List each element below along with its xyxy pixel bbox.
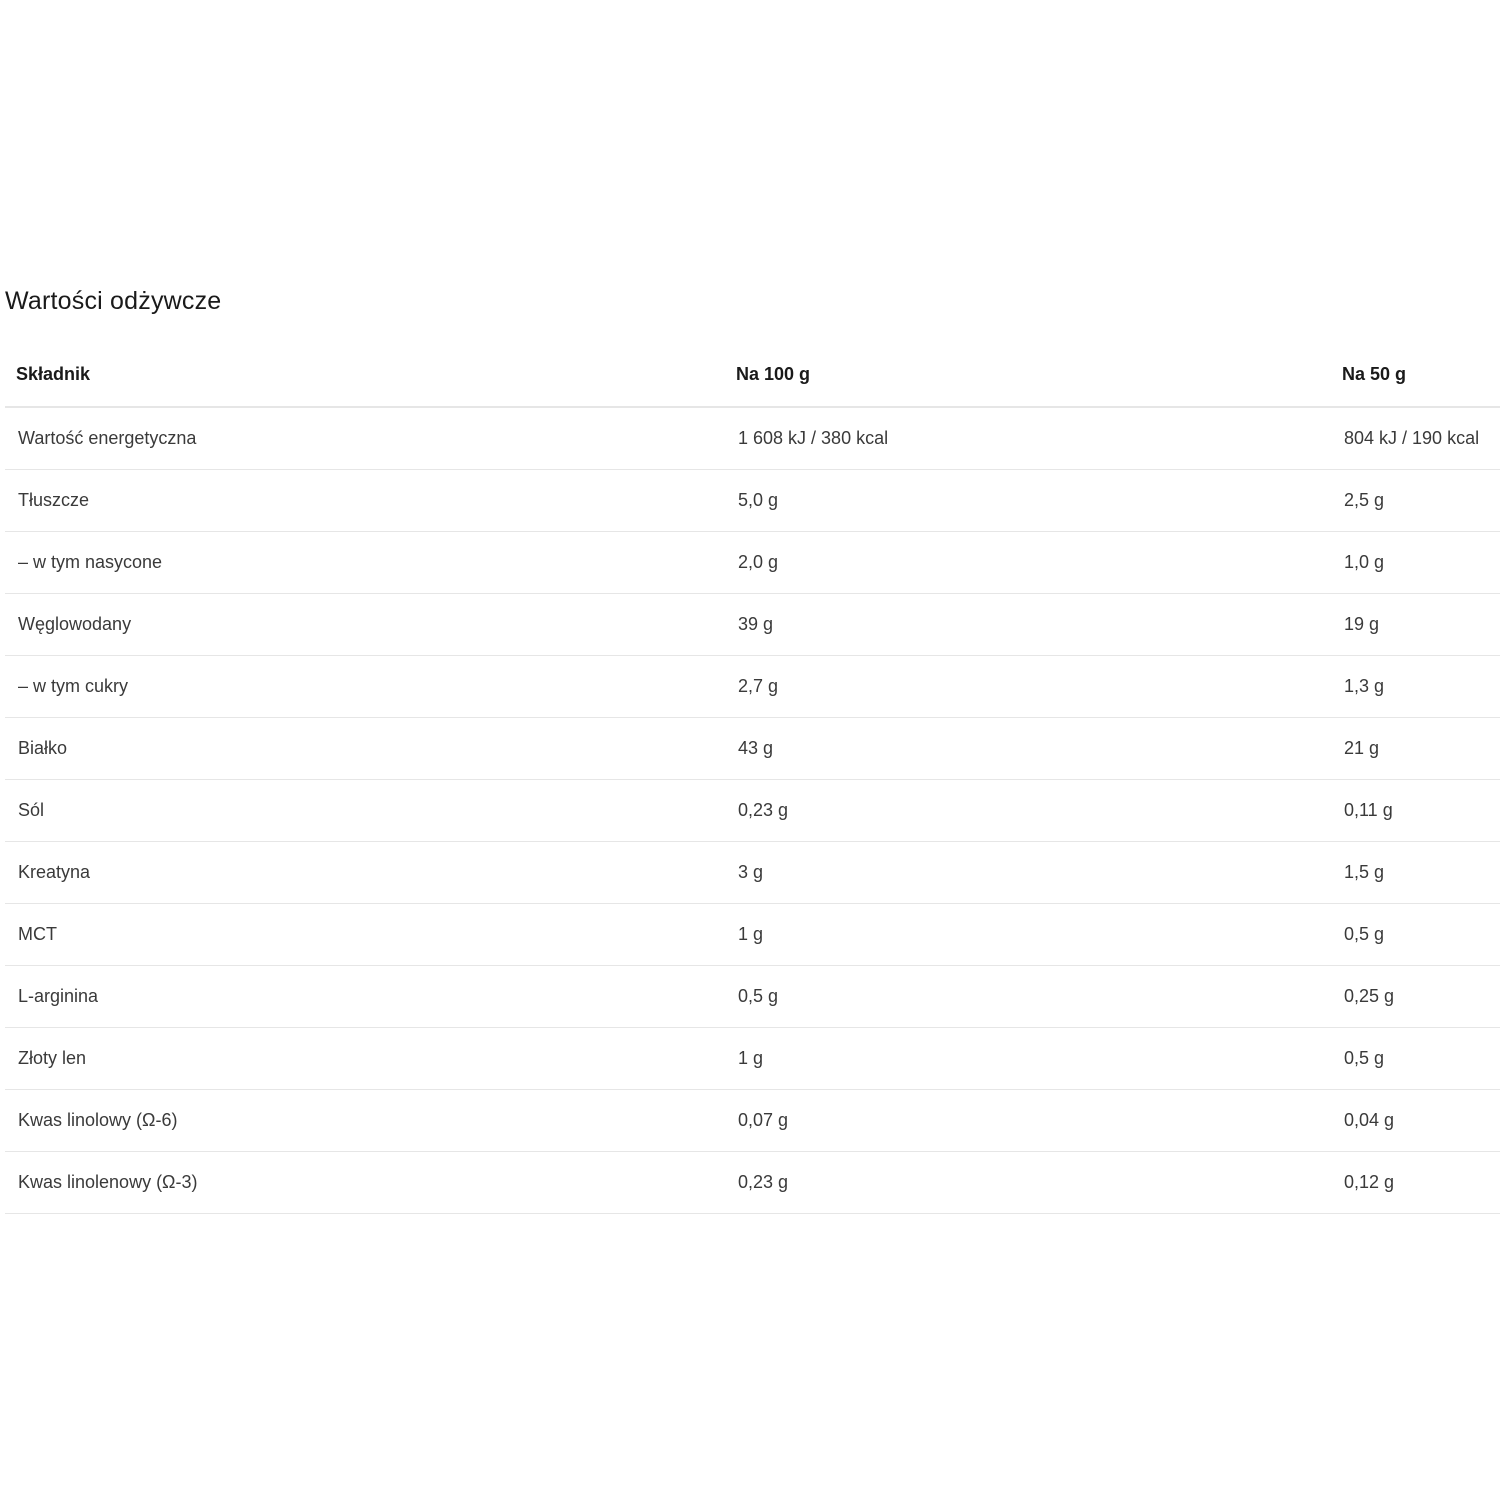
value-per-100g: 5,0 g	[725, 470, 1331, 532]
ingredient-name: Węglowodany	[5, 594, 725, 656]
value-per-50g: 0,11 g	[1331, 780, 1500, 842]
ingredient-name: Sól	[5, 780, 725, 842]
table-row	[5, 594, 1500, 656]
nutrition-table	[5, 343, 1500, 1214]
value-per-100g: 43 g	[725, 718, 1331, 780]
value-per-50g: 1,3 g	[1331, 656, 1500, 718]
value-per-100g: 1 608 kJ / 380 kcal	[725, 407, 1331, 470]
value-per-50g: 1,5 g	[1331, 842, 1500, 904]
value-per-50g: 0,12 g	[1331, 1152, 1500, 1214]
ingredient-name: Białko	[5, 718, 725, 780]
table-row	[5, 1090, 1500, 1152]
ingredient-name: Kreatyna	[5, 842, 725, 904]
value-per-100g: 2,0 g	[725, 532, 1331, 594]
ingredient-name: Tłuszcze	[5, 470, 725, 532]
value-per-100g: 39 g	[725, 594, 1331, 656]
ingredient-name: Złoty len	[5, 1028, 725, 1090]
value-per-50g: 0,25 g	[1331, 966, 1500, 1028]
table-row	[5, 904, 1500, 966]
nutrition-section	[5, 280, 1500, 1192]
value-per-100g: 0,23 g	[725, 1152, 1331, 1214]
ingredient-name: – w tym cukry	[5, 656, 725, 718]
table-row	[5, 966, 1500, 1028]
value-per-50g: 2,5 g	[1331, 470, 1500, 532]
value-per-100g: 0,5 g	[725, 966, 1331, 1028]
value-per-50g: 0,04 g	[1331, 1090, 1500, 1152]
ingredient-name: L-arginina	[5, 966, 725, 1028]
header-ingredient: Składnik	[5, 343, 725, 407]
value-per-100g: 0,23 g	[725, 780, 1331, 842]
ingredient-name: Kwas linolenowy (Ω-3)	[5, 1152, 725, 1214]
value-per-100g: 2,7 g	[725, 656, 1331, 718]
value-per-100g: 0,07 g	[725, 1090, 1331, 1152]
ingredient-name: Kwas linolowy (Ω-6)	[5, 1090, 725, 1152]
ingredient-name: – w tym nasycone	[5, 532, 725, 594]
table-row	[5, 407, 1500, 470]
value-per-100g: 1 g	[725, 904, 1331, 966]
table-row	[5, 532, 1500, 594]
header-per-50g: Na 50 g	[1331, 343, 1500, 407]
value-per-50g: 19 g	[1331, 594, 1500, 656]
table-header-row	[5, 343, 1500, 407]
table-row	[5, 1152, 1500, 1214]
table-row	[5, 1028, 1500, 1090]
value-per-100g: 1 g	[725, 1028, 1331, 1090]
table-row	[5, 842, 1500, 904]
table-row	[5, 470, 1500, 532]
ingredient-name: Wartość energetyczna	[5, 407, 725, 470]
value-per-50g: 0,5 g	[1331, 904, 1500, 966]
header-per-100g: Na 100 g	[725, 343, 1331, 407]
value-per-100g: 3 g	[725, 842, 1331, 904]
ingredient-name: MCT	[5, 904, 725, 966]
value-per-50g: 1,0 g	[1331, 532, 1500, 594]
value-per-50g: 21 g	[1331, 718, 1500, 780]
table-row	[5, 780, 1500, 842]
value-per-50g: 804 kJ / 190 kcal	[1331, 407, 1500, 470]
section-title: Wartości odżywcze	[5, 287, 222, 315]
table-row	[5, 718, 1500, 780]
value-per-50g: 0,5 g	[1331, 1028, 1500, 1090]
table-row	[5, 656, 1500, 718]
